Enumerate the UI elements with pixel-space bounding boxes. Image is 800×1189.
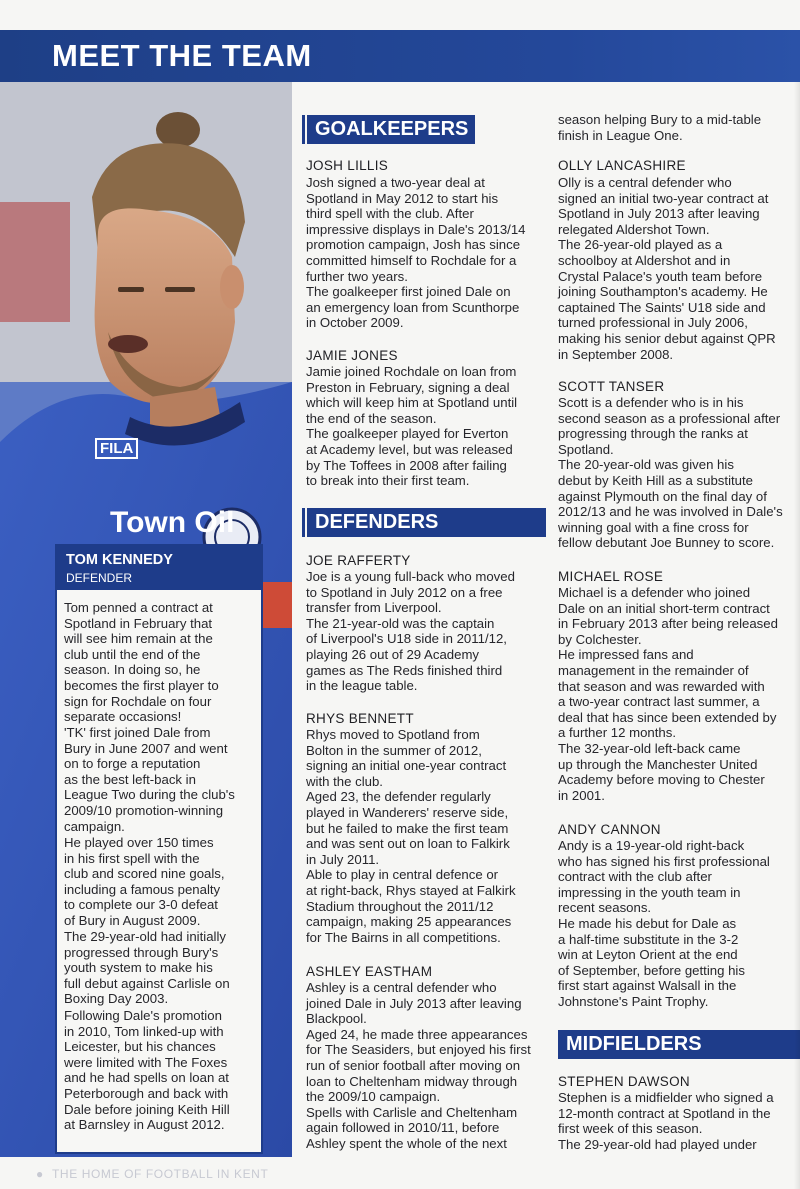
page-title: MEET THE TEAM (52, 38, 312, 73)
profile-paragraph: Following Dale's promotion in 2010, Tom linked-up with Leicester, but his chances were limited with The Foxes and he had spells on loan at Peterborough and back with Dale before joining Keith Hill at Barnsley in August 2012. (64, 1008, 230, 1133)
player-name: MICHAEL ROSE (558, 569, 664, 584)
player-bio: Jamie joined Rochdale on loan from Preston in February, signing a deal which will keep him at Spotland until the end of the season. The goalkeeper played for Everton at Academy level, but was released by The Toffees in 2008 after failing to break into their first team. (306, 364, 518, 489)
section-header-midfielders: MIDFIELDERS (558, 1030, 800, 1059)
player-name: ANDY CANNON (558, 822, 661, 837)
player-bio: Andy is a 19-year-old right-back who has signed his first professional contract with the club after impressing in the youth team in recent seasons. He made his debut for Dale as a half-time substitute in the 3-2 win at Leyton Orient at the end of September, before getting his first start against Walsall in the Johnstone's Paint Trophy. (558, 838, 770, 1009)
section-header-goalkeepers: GOALKEEPERS (307, 115, 475, 144)
fila-label: FILA (95, 438, 138, 459)
shirt-sponsor-text: Town Oil (110, 506, 235, 539)
section-rule (302, 115, 305, 144)
player-bio: Scott is a defender who is in his second season as a professional after progressing through the ranks at Spotland. The 20-year-old was given his debut by Keith Hill as a substitute against Plymouth on the final day of 2012/13 and he was involved in Dale's winning goal with a fine cross for fellow debutant Joe Bunney to score. (558, 395, 783, 551)
profile-position: DEFENDER (66, 571, 133, 585)
profile-paragraph: He played over 150 times in his first spell with the club and scored nine goals, including a famous penalty to complete our 3-0 defeat of Bury in August 2009. (64, 835, 225, 928)
section-rule (302, 508, 305, 537)
profile-name: TOM KENNEDY (66, 552, 173, 568)
player-name: SCOTT TANSER (558, 379, 665, 394)
player-name: JOE RAFFERTY (306, 553, 411, 568)
profile-header (57, 546, 261, 590)
player-name: STEPHEN DAWSON (558, 1074, 690, 1089)
player-name: JOSH LILLIS (306, 158, 389, 173)
player-bio: Rhys moved to Spotland from Bolton in the summer of 2012, signing an initial one-year contract with the club. Aged 23, the defender regularly played in Wanderers' reserve side, but he failed to make the first team and was sent out on loan to Falkirk in July 2011. Able to play in central defence or at right-back, Rhys stayed at Falkirk Stadium throughout the 2011/12 campaign, making 25 appearances for The Bairns in all competitions. (306, 727, 516, 945)
profile-box (55, 544, 263, 1154)
profile-paragraph: 'TK' first joined Dale from Bury in June 2007 and went on to forge a reputation as the best left-back in League Two during the club's 2009/10 promotion-winning campaign. (64, 725, 235, 834)
player-bio: Olly is a central defender who signed an initial two-year contract at Spotland in July 2013 after leaving relegated Aldershot Town. The 26-year-old played as a schoolboy at Aldershot and in Crystal Palace's youth team before joining Southampton's academy. He captained The Saints' U18 side and turned professional in July 2006, making his senior debut against QPR in September 2008. (558, 175, 776, 362)
footer-text: THE HOME OF FOOTBALL IN KENT (52, 1167, 269, 1181)
player-bio: Ashley is a central defender who joined Dale in July 2013 after leaving Blackpool. Aged 24, he made three appearances for The Seasiders, but enjoyed his first run of senior football after moving on loan to Cheltenham midway through the 2009/10 campaign. Spells with Carlisle and Cheltenham again followed in 2010/11, before Ashley spent the whole of the next (306, 980, 531, 1151)
page-fold-shadow (794, 82, 800, 1189)
profile-paragraph: Tom penned a contract at Spotland in February that will see him remain at the club until the end of the season. In doing so, he becomes the first player to sign for Rochdale on four separate occasions! (64, 600, 219, 725)
player-name: ASHLEY EASTHAM (306, 964, 433, 979)
footer-logo-icon: ● (36, 1167, 44, 1181)
player-bio: Stephen is a midfielder who signed a 12-month contract at Spotland in the first week of this season. The 29-year-old had played under (558, 1090, 774, 1152)
player-bio: Josh signed a two-year deal at Spotland in May 2012 to start his third spell with the club. After impressive displays in Dale's 2013/14 promotion campaign, Josh has since committed himself to Rochdale for a further two years. The goalkeeper first joined Dale on an emergency loan from Scunthorpe in October 2009. (306, 175, 526, 331)
player-bio-continued: season helping Bury to a mid-table finish in League One. (558, 112, 762, 143)
profile-paragraph: The 29-year-old had initially progressed through Bury's youth system to make his full debut against Carlisle on Boxing Day 2003. (64, 929, 230, 1007)
player-name: RHYS BENNETT (306, 711, 414, 726)
player-bio: Joe is a young full-back who moved to Spotland in July 2012 on a free transfer from Liverpool. The 21-year-old was the captain of Liverpool's U18 side in 2011/12, playing 26 out of 29 Academy games as The Reds finished third in the league table. (306, 569, 515, 694)
player-name: JAMIE JONES (306, 348, 398, 363)
section-header-defenders: DEFENDERS (307, 508, 546, 537)
player-bio: Michael is a defender who joined Dale on an initial short-term contract in February 2013 after being released by Colchester. He impressed fans and management in the remainder of that season and was rewarded with a two-year contract last summer, a deal that has since been extended by a further 12 months. The 32-year-old left-back came up through the Manchester United Academy before moving to Chester in 2001. (558, 585, 778, 803)
player-name: OLLY LANCASHIRE (558, 158, 686, 173)
